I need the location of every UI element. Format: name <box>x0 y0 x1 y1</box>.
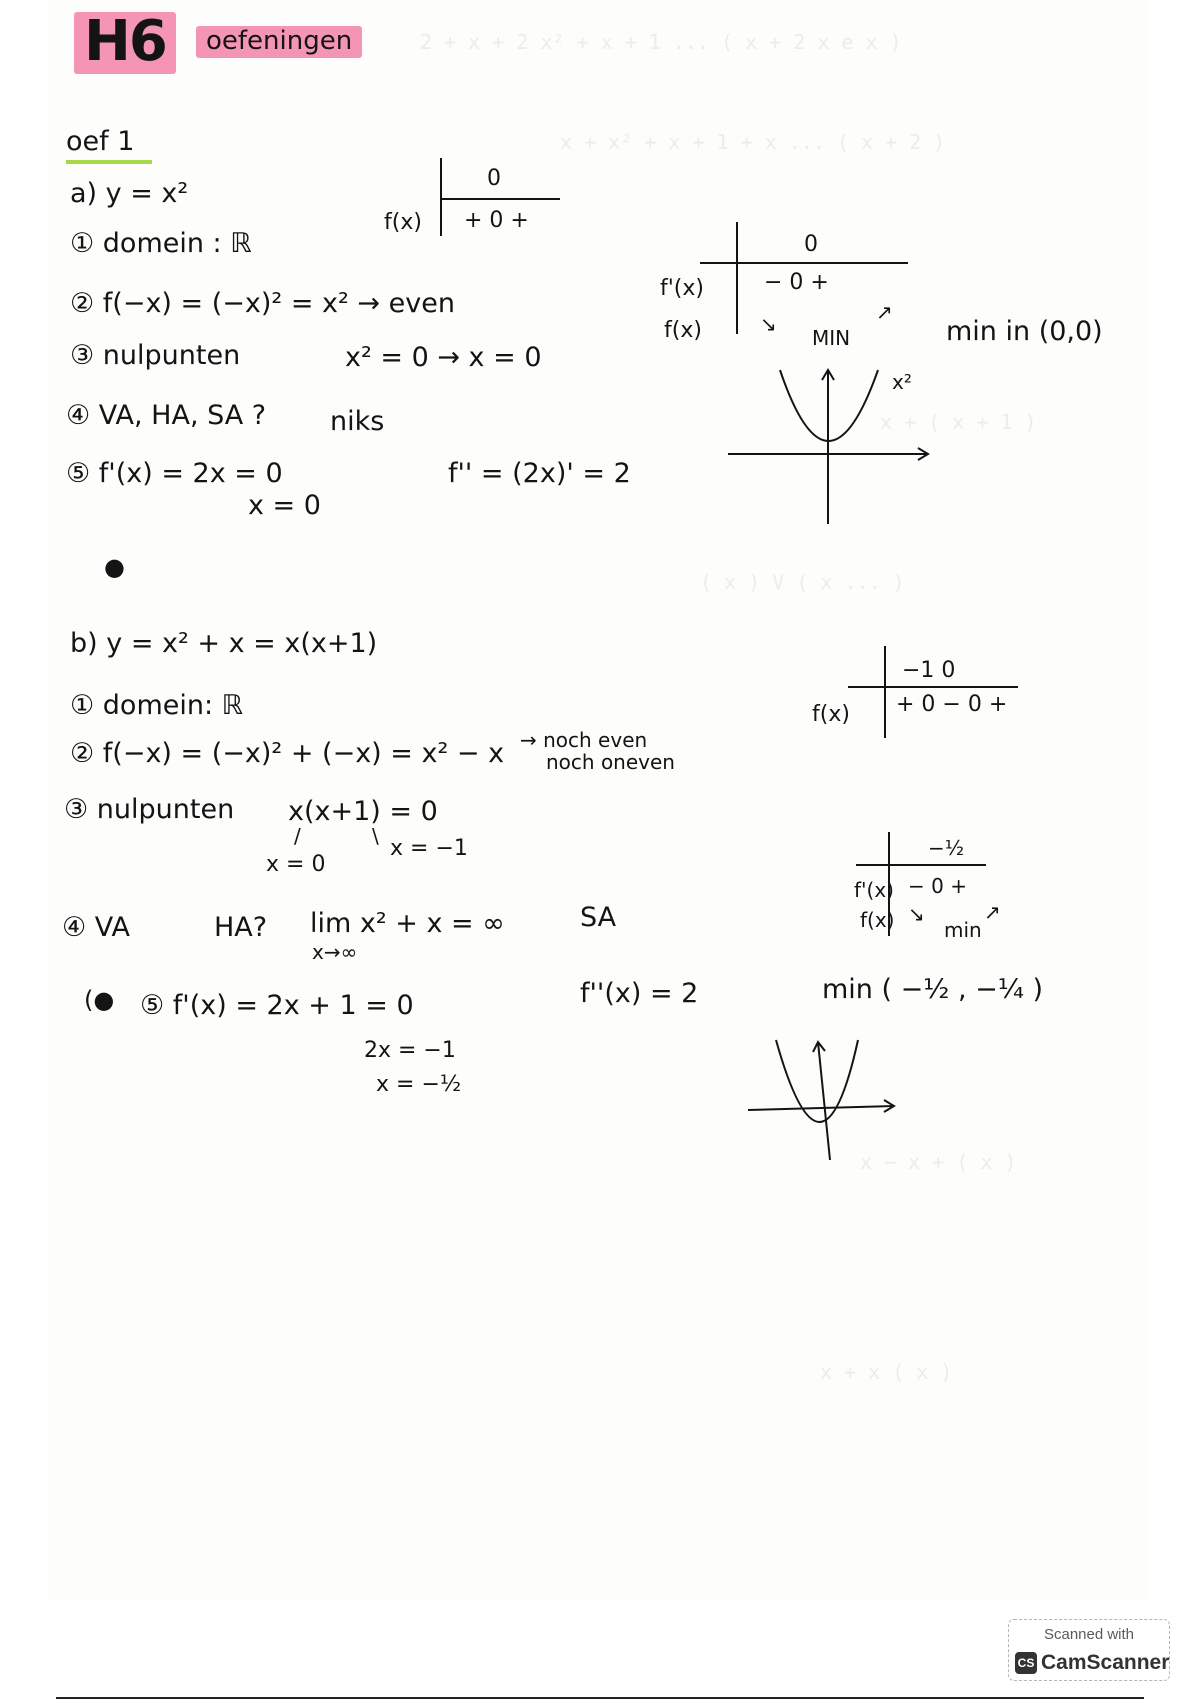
bottom-rule <box>56 1697 1144 1699</box>
part-b-step-3-solution-1: x = 0 <box>266 852 326 877</box>
decreasing-arrow: ↘ <box>908 902 925 926</box>
part-b-step-4-sa: SA <box>580 902 617 933</box>
sign-table-top-values: −1 0 <box>902 658 956 683</box>
part-b-step-3-label: ③ nulpunten <box>64 794 235 825</box>
derivative-table-row-1-label: f'(x) <box>854 878 894 902</box>
derivative-table-divider <box>736 222 738 334</box>
sign-table-top-value: 0 <box>487 166 501 191</box>
part-b-step-5-line-3: x = −½ <box>376 1072 462 1097</box>
chapter-number: H6 <box>74 12 176 74</box>
derivative-table-top-value: −½ <box>928 836 965 860</box>
show-through-text: x − x + ( x ) <box>860 1150 1017 1174</box>
part-b-function: b) y = x² + x = x(x+1) <box>70 628 378 659</box>
part-a-step-5-solution: x = 0 <box>248 490 321 521</box>
derivative-table-row-2-label: f(x) <box>664 318 702 343</box>
root-branch: / <box>294 824 301 848</box>
sign-table-row-label: f(x) <box>384 210 422 235</box>
sign-table-row: + 0 + <box>464 208 529 233</box>
part-b-extremum: min ( −½ , −¼ ) <box>822 974 1044 1005</box>
sign-table-divider <box>440 158 442 236</box>
ink-dot: ● <box>104 553 125 581</box>
part-a-function: a) y = x² <box>70 178 189 209</box>
show-through-text: 2 + x + 2 x² + x + 1 ... ( x + 2 x e x ) <box>420 30 902 54</box>
graph-label: x² <box>892 370 912 394</box>
show-through-text: x + x ( x ) <box>820 1360 953 1384</box>
part-b-step-4-ha: HA? <box>214 912 268 943</box>
exercise-label-underline <box>66 160 152 164</box>
derivative-table-rule <box>700 262 908 264</box>
decreasing-arrow: ↘ <box>760 312 777 336</box>
increasing-arrow: ↗ <box>876 300 893 324</box>
part-a-step-1: ① domein : ℝ <box>70 228 252 259</box>
chapter-title: oefeningen <box>196 26 362 58</box>
part-b-step-5: ⑤ f'(x) = 2x + 1 = 0 <box>140 990 414 1021</box>
derivative-table-row-2-min: MIN <box>812 326 851 350</box>
part-b-step-4-limit-sub: x→∞ <box>312 940 358 964</box>
part-b-step-3-solution-2: x = −1 <box>390 836 468 861</box>
part-b-step-3-equation: x(x+1) = 0 <box>288 796 438 827</box>
part-b-step-4-label: ④ VA <box>62 912 131 943</box>
sign-table-row: + 0 − 0 + <box>896 692 1008 717</box>
part-b-step-4-limit: lim x² + x = ∞ <box>310 908 505 939</box>
camscanner-logo-icon: CS <box>1015 1652 1037 1674</box>
root-branch: \ <box>372 824 379 848</box>
derivative-table-row-1: − 0 + <box>764 270 829 295</box>
part-a-step-4: ④ VA, HA, SA ? <box>66 400 267 431</box>
derivative-table-row-2-min: min <box>944 918 982 942</box>
scanner-watermark-line-1: Scanned with <box>1043 1626 1135 1643</box>
sign-table-rule <box>848 686 1018 688</box>
part-b-second-derivative: f''(x) = 2 <box>580 978 699 1009</box>
part-b-step-5-line-2: 2x = −1 <box>364 1038 456 1063</box>
part-b-step-2-conclusion-2: noch oneven <box>546 750 675 774</box>
exercise-label: oef 1 <box>66 126 135 157</box>
ink-mark: (● <box>84 986 115 1014</box>
parabola-sketch <box>742 1034 902 1164</box>
derivative-table-rule <box>856 864 986 866</box>
part-a-step-3-label: ③ nulpunten <box>70 340 241 371</box>
show-through-text: x + ( x + 1 ) <box>880 410 1037 434</box>
sign-table-divider <box>884 646 886 738</box>
sign-table-rule <box>440 198 560 200</box>
part-a-step-5: ⑤ f'(x) = 2x = 0 <box>66 458 283 489</box>
scanner-watermark-line-2: CamScanner <box>1041 1651 1170 1674</box>
show-through-text: ( x ) V ( x ... ) <box>700 570 905 594</box>
part-b-step-1: ① domein: ℝ <box>70 690 244 721</box>
part-a-second-derivative: f'' = (2x)' = 2 <box>448 458 631 489</box>
sign-table-row-label: f(x) <box>812 702 850 727</box>
part-b-step-2: ② f(−x) = (−x)² + (−x) = x² − x <box>70 738 505 769</box>
part-a-step-4-answer: niks <box>330 406 385 437</box>
derivative-table-top-value: 0 <box>804 232 818 257</box>
part-a-step-3-calc: x² = 0 → x = 0 <box>345 342 542 373</box>
scanner-watermark <box>1008 1619 1170 1681</box>
part-a-extremum: min in (0,0) <box>946 316 1103 347</box>
show-through-text: x + x² + x + 1 + x ... ( x + 2 ) <box>560 130 946 154</box>
derivative-table-row-1-label: f'(x) <box>660 276 704 301</box>
part-b-step-2-conclusion-1: → noch even <box>520 728 648 752</box>
derivative-table-row-1: − 0 + <box>908 874 967 898</box>
part-a-step-2: ② f(−x) = (−x)² = x² → even <box>70 288 455 319</box>
increasing-arrow: ↗ <box>984 900 1001 924</box>
derivative-table-row-2-label: f(x) <box>860 908 895 932</box>
